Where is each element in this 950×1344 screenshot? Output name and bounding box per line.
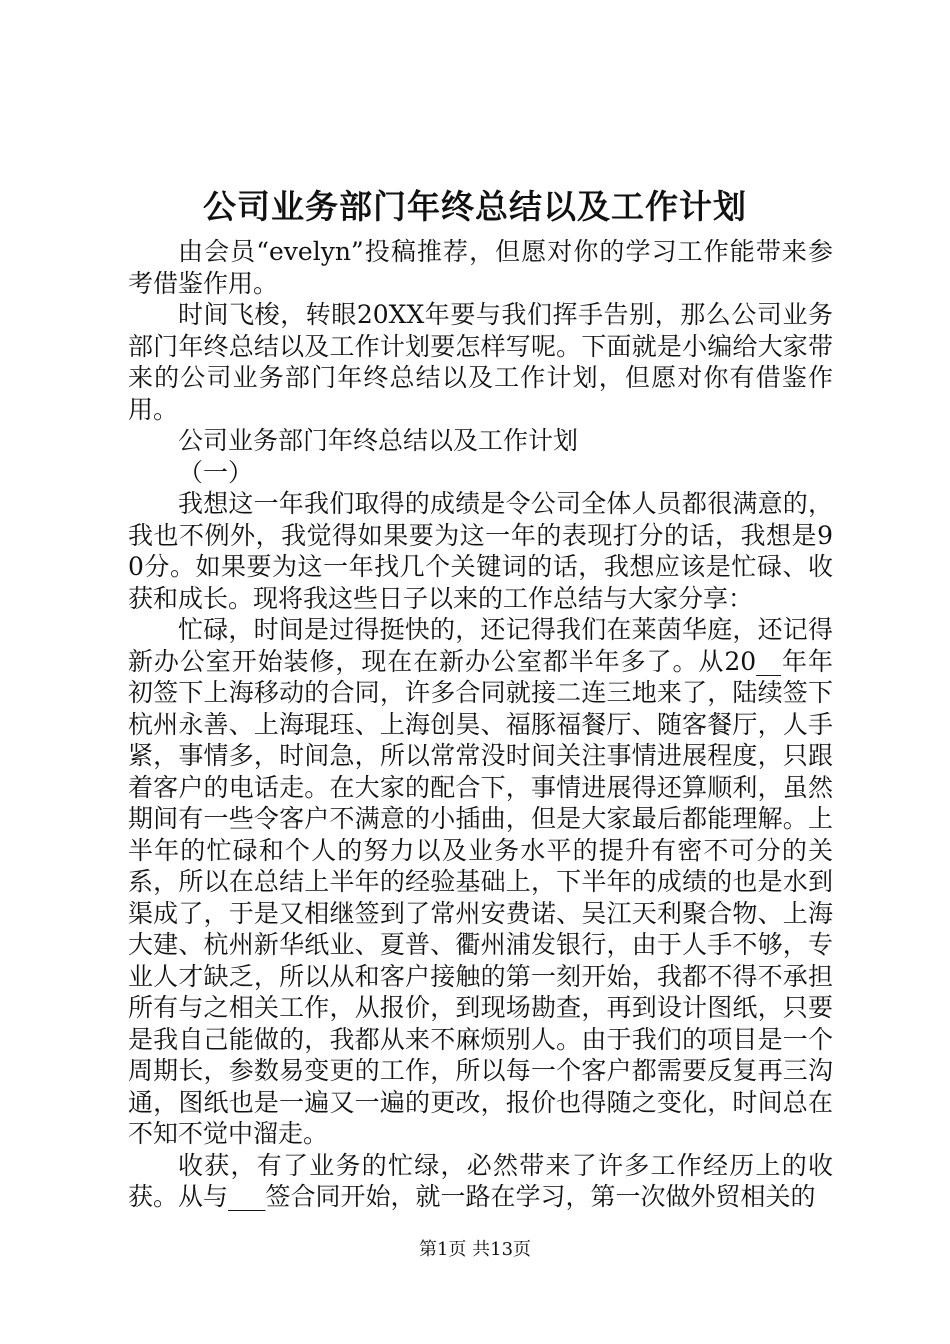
page-footer: 第1页 共13页 <box>418 1239 532 1260</box>
paragraph-preface: 时间飞梭，转眼20XX年要与我们挥手告别，那么公司业务部门年终总结以及工作计划要怎样写呢。下面就是小编给大家带来的公司业务部门年终总结以及工作计划，但愿对你有借鉴作用。 <box>128 300 833 424</box>
paragraph-subtitle: 公司业务部门年终总结以及工作计划 <box>178 426 579 455</box>
document-body <box>128 236 833 1213</box>
document-title: 公司业务部门年终总结以及工作计划 <box>203 187 747 226</box>
paragraph-overview: 我想这一年我们取得的成绩是令公司全体人员都很满意的，我也不例外，我觉得如果要为这一年的表现打分的话，我想是90分。如果要为这一年找几个关键词的话，我想应该是忙碌、收获和成长。现将我这些日子以来的工作总结与大家分享： <box>128 489 833 613</box>
paragraph-busy: 忙碌，时间是过得挺快的，还记得我们在莱茵华庭，还记得新办公室开始装修，现在在新办公室都半年多了。从20__年年初签下上海移动的合同，许多合同就接二连三地来了，陆续签下杭州永善、上海琨珏、上海创昊、福豚福餐厅、随客餐厅，人手紧，事情多，时间急，所以常常没时间关注事情进展程度，只跟着客户的电话走。在大家的配合下，事情进展得还算顺利，虽然期间有一些令客户不满意的小插曲，但是大家最后都能理解。上半年的忙碌和个人的努力以及业务水平的提升有密不可分的关系，所以在总结上半年的经验基础上，下半年的成绩的也是水到渠成了，于是又相继签到了常州安费诺、吴江天利聚合物、上海大建、杭州新华纸业、夏普、衢州浦发银行，由于人手不够，专业人才缺乏，所以从和客户接触的第一刻开始，我都不得不承担所有与之相关工作，从报价，到现场勘查，再到设计图纸，只要是我自己能做的，我都从来不麻烦别人。由于我们的项目是一个周期长，参数易变更的工作，所以每一个客户都需要反复再三沟通，图纸也是一遍又一遍的更改，报价也得随之变化，时间总在不知不觉中溜走。 <box>128 615 833 1148</box>
paragraph-section-number: （一） <box>178 457 254 487</box>
paragraph-intro: 由会员“evelyn”投稿推荐，但愿对你的学习工作能带来参考借鉴作用。 <box>128 237 833 298</box>
paragraph-harvest: 收获，有了业务的忙绿，必然带来了许多工作经历上的收获。从与___签合同开始，就一路在学习，第一次做外贸相关的 <box>128 1150 833 1211</box>
